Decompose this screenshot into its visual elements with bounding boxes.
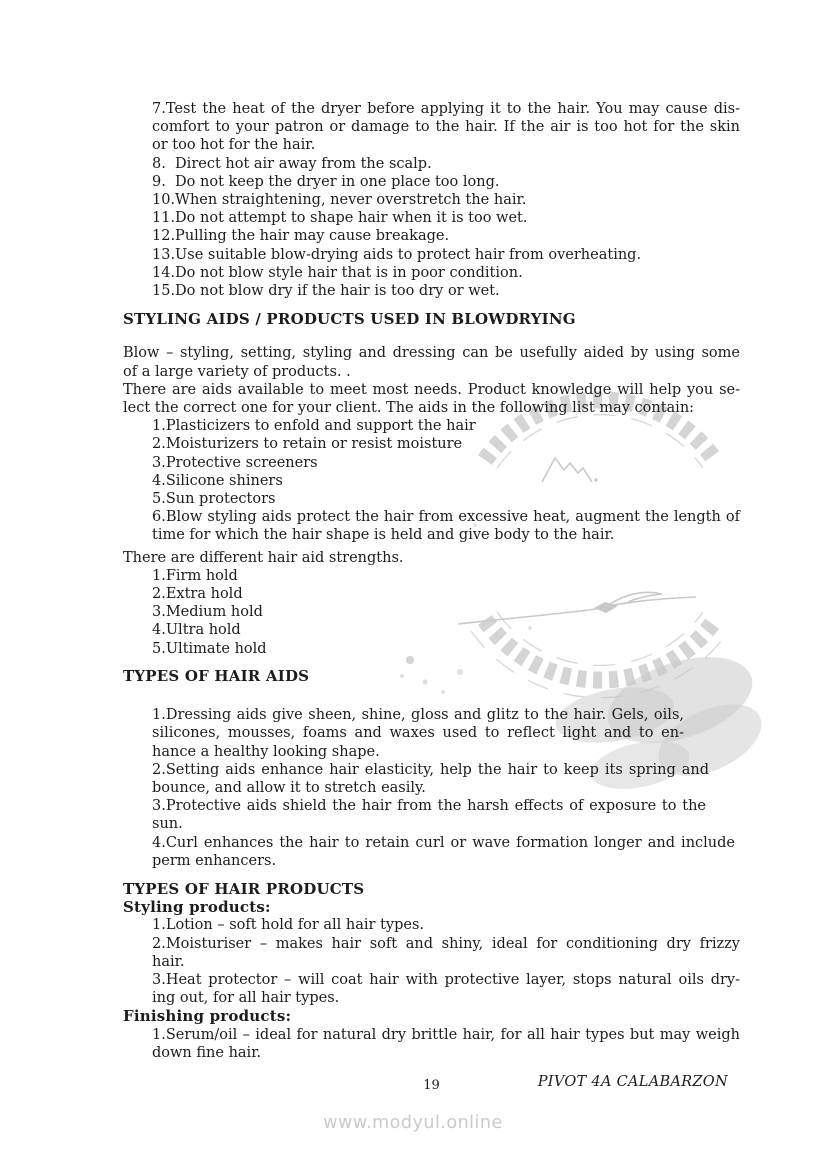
numbered-list-hair-aids (152, 706, 740, 870)
text-line: sun. (152, 816, 183, 833)
list-item: 8. Direct hot air away from the scalp. (152, 155, 432, 172)
text-line: time for which the hair shape is held and give body to the hair. (152, 527, 615, 544)
list-item: 15.Do not blow dry if the hair is too dry or wet. (152, 283, 500, 300)
list-item: 3.Protective aids shield the hair from the harsh effects of exposure to the (152, 798, 706, 815)
list-item: 3.Protective screeners (152, 454, 318, 471)
paragraph-hair-aid-strengths: There are different hair aid strengths. (123, 549, 404, 566)
text-line: of a large variety of products. . (123, 363, 351, 380)
text-line: bounce, and allow it to stretch easily. (152, 779, 426, 796)
list-item: 1.Firm hold (152, 567, 238, 584)
page-content (123, 0, 740, 1062)
list-item: 1.Serum/oil – ideal for natural dry brittle hair, for all hair types but may weigh (152, 1026, 740, 1043)
list-item: 2.Setting aids enhance hair elasticity, help the hair to keep its spring and (152, 761, 709, 778)
text-line: down fine hair. (152, 1044, 262, 1061)
edition-label: PIVOT 4A CALABARZON (537, 1074, 728, 1090)
list-item: 2.Moisturizers to retain or resist moisture (152, 436, 463, 453)
numbered-list-finishing-products (152, 1026, 740, 1062)
site-watermark: www.modyul.online (323, 1113, 503, 1133)
list-item: 10.When straightening, never overstretch the hair. (152, 192, 527, 209)
text-line: There are aids available to meet most needs. Product knowledge will help you se- (123, 381, 740, 398)
list-item: 1.Plasticizers to enfold and support the hair (152, 418, 476, 435)
list-item: 5.Ultimate hold (152, 640, 267, 657)
text-line: 7.Test the heat of the dryer before applying it to the hair. You may cause dis- (152, 101, 740, 117)
text-line: ing out, for all hair types. (152, 990, 340, 1007)
text-line: lect the correct one for your client. The aids in the following list may contain: (123, 400, 695, 417)
list-item: 2.Extra hold (152, 586, 243, 603)
section-heading-styling-aids: STYLING AIDS / PRODUCTS USED IN BLOWDRYING (123, 310, 576, 329)
subheading-finishing-products: Finishing products: (123, 1007, 292, 1026)
paragraph-styling-aids (123, 344, 740, 417)
numbered-list-hold-strengths (152, 567, 740, 658)
list-item: 12.Pulling the hair may cause breakage. (152, 228, 450, 245)
text-line: hance a healthy looking shape. (152, 743, 380, 760)
page-number: 19 (423, 1078, 440, 1093)
list-item: 1.Dressing aids give sheen, shine, gloss and glitz to the hair. Gels, oils, (152, 707, 684, 724)
list-item: 11.Do not attempt to shape hair when it is too wet. (152, 210, 528, 227)
list-item: 4.Silicone shiners (152, 472, 283, 489)
text-line: or too hot for the hair. (152, 137, 316, 154)
section-heading-hair-products: TYPES OF HAIR PRODUCTS (123, 879, 365, 898)
list-item: 5.Sun protectors (152, 491, 276, 508)
list-item: 9. Do not keep the dryer in one place too long. (152, 173, 500, 190)
numbered-list-aid-types (152, 417, 740, 544)
text-line: comfort to your patron or damage to the hair. If the air is too hot for the skin (152, 119, 740, 136)
list-item: 2.Moisturiser – makes hair soft and shiny, ideal for conditioning dry frizzy (152, 935, 740, 952)
list-item: 13.Use suitable blow-drying aids to protect hair from overheating. (152, 246, 642, 263)
list-item: 3.Medium hold (152, 604, 263, 621)
list-item: 4.Curl enhances the hair to retain curl or wave formation longer and include (152, 834, 735, 851)
numbered-list-styling-products (152, 916, 740, 1007)
subheading-styling-products: Styling products: (123, 898, 271, 917)
text-line: hair. (152, 953, 185, 970)
text-line: perm enhancers. (152, 852, 277, 869)
list-item: 1.Lotion – soft hold for all hair types. (152, 917, 425, 934)
numbered-list-blowdry-rules (152, 100, 740, 300)
list-item: 14.Do not blow style hair that is in poor condition. (152, 264, 523, 281)
list-item: 3.Heat protector – will coat hair with protective layer, stops natural oils dry- (152, 971, 740, 988)
text-line: silicones, mousses, foams and waxes used to reflect light and to en- (152, 725, 684, 742)
section-heading-hair-aids: TYPES OF HAIR AIDS (123, 666, 310, 685)
text-line: Blow – styling, setting, styling and dressing can be usefully aided by using some (123, 345, 740, 362)
list-item: 4.Ultra hold (152, 622, 241, 639)
list-item: 6.Blow styling aids protect the hair from excessive heat, augment the length of (152, 509, 740, 526)
